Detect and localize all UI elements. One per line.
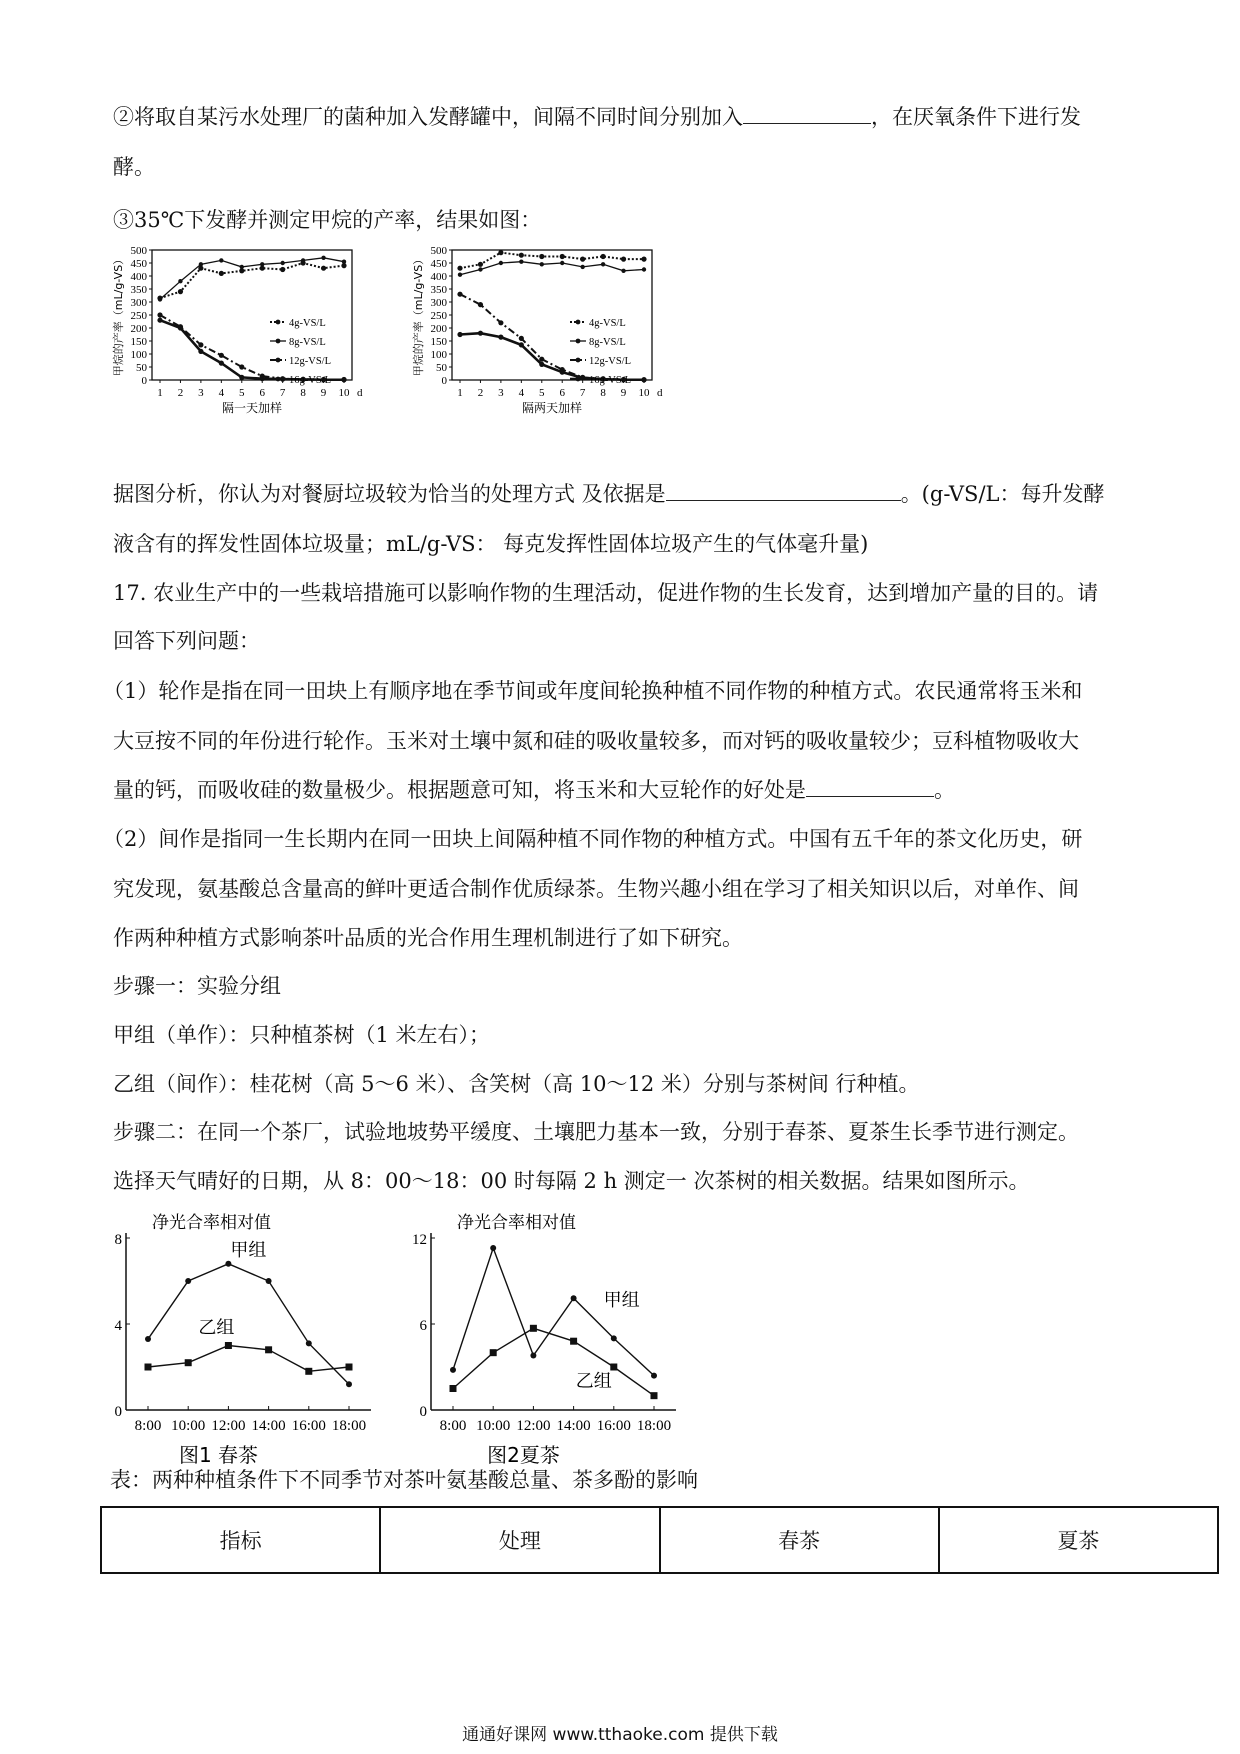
y-tick-label: 50 xyxy=(136,362,147,374)
series-line-甲组 xyxy=(148,1264,349,1384)
x-tick-label: 8:00 xyxy=(439,1418,467,1434)
data-point xyxy=(198,349,203,354)
x-tick-label: 18:00 xyxy=(636,1418,672,1434)
data-point xyxy=(478,331,483,336)
data-point xyxy=(651,1392,658,1399)
text-line: 甲组（单作）：只种植茶树（1 米左右）； xyxy=(113,1023,491,1047)
y-tick-label: 200 xyxy=(430,323,447,335)
data-table xyxy=(100,1506,1219,1574)
answer-blank[interactable] xyxy=(666,480,901,501)
data-point xyxy=(490,1245,496,1251)
legend-label: 16g-VS/L xyxy=(589,375,631,386)
data-point xyxy=(178,289,183,294)
text-line: （2）间作是指同一生长期内在同一田块上间隔种植不同作物的种植方式。中国有五千年的茶文化历史，研 xyxy=(103,827,1083,851)
data-point xyxy=(266,1278,272,1284)
text-line: 17. 农业生产中的一些栽培措施可以影响作物的生理活动，促进作物的生长发育，达到增加产量的目的。请 xyxy=(113,581,1099,605)
legend-marker xyxy=(576,358,581,363)
x-tick-label: 18:00 xyxy=(331,1418,367,1434)
legend-label: 4g-VS/L xyxy=(589,318,626,329)
x-tick-label: 12:00 xyxy=(211,1418,246,1434)
y-tick-label: 500 xyxy=(130,245,147,257)
y-tick-label: 500 xyxy=(430,245,447,257)
table-header-cell: 指标 xyxy=(101,1507,380,1573)
data-point xyxy=(306,1340,312,1346)
data-point xyxy=(450,1367,456,1373)
answer-blank[interactable] xyxy=(743,103,871,124)
data-point xyxy=(280,267,285,272)
x-tick-label: 5 xyxy=(539,387,545,399)
y-axis-label: 净光合率相对值 xyxy=(152,1213,271,1233)
answer-blank[interactable] xyxy=(806,776,934,797)
x-tick-label: 2 xyxy=(177,387,184,399)
data-point xyxy=(457,266,462,271)
data-point xyxy=(185,1278,191,1284)
data-point xyxy=(499,261,503,265)
data-point xyxy=(280,261,284,265)
data-point xyxy=(341,377,346,382)
data-point xyxy=(539,362,544,367)
legend-label: 12g-VS/L xyxy=(589,356,631,367)
series-line-甲组 xyxy=(453,1248,654,1376)
data-point xyxy=(601,254,606,259)
text-line: 酵。 xyxy=(113,155,155,179)
data-point xyxy=(490,1349,497,1356)
x-tick-label: 12:00 xyxy=(516,1418,551,1434)
text-line: 大豆按不同的年份进行轮作。玉米对土壤中氮和硅的吸收量较多，而对钙的吸收量较少；豆科植物吸收大 xyxy=(113,729,1079,753)
data-point xyxy=(178,279,182,283)
summer-tea-chart xyxy=(412,1208,725,1470)
series-line-8g-VS/L xyxy=(160,258,344,300)
series-line-4g-VS/L xyxy=(160,263,344,298)
methane-chart-1 xyxy=(110,244,410,464)
data-point xyxy=(346,1364,353,1371)
x-tick-label: 1 xyxy=(157,387,163,399)
y-axis-label: 甲烷的产率（mL/g-VS） xyxy=(112,253,125,377)
x-axis-label: 隔一天加样 xyxy=(221,401,283,415)
x-tick-label: 16:00 xyxy=(291,1418,326,1434)
data-point xyxy=(571,1295,577,1301)
data-point xyxy=(641,377,646,382)
y-tick-label: 50 xyxy=(436,362,447,374)
text-line: 作两种种植方式影响茶叶品质的光合作用生理机制进行了如下研究。 xyxy=(113,926,743,950)
y-tick-label: 0 xyxy=(441,375,447,387)
data-point xyxy=(178,325,183,330)
x-tick-label: 14:00 xyxy=(556,1418,591,1434)
data-point xyxy=(457,332,462,337)
data-point xyxy=(610,1364,617,1371)
legend-marker xyxy=(576,320,581,325)
data-point xyxy=(478,262,483,267)
data-point xyxy=(478,267,482,271)
methane-chart-2 xyxy=(410,244,710,464)
data-point xyxy=(321,266,326,271)
data-point xyxy=(478,302,483,307)
table-caption: 表：两种种植条件下不同季节对茶叶氨基酸总量、茶多酚的影响 xyxy=(110,1468,698,1492)
series-label: 乙组 xyxy=(575,1371,612,1392)
text-line: 乙组（间作）：桂花树（高 5～6 米）、含笑树（高 10～12 米）分别与茶树间 行种植。 xyxy=(113,1072,920,1096)
series-label: 甲组 xyxy=(603,1290,640,1312)
data-point xyxy=(580,265,584,269)
data-point xyxy=(219,361,224,366)
y-tick-label: 450 xyxy=(130,258,147,270)
x-tick-label: 10:00 xyxy=(476,1418,511,1434)
data-point xyxy=(225,1342,232,1349)
legend-marker xyxy=(276,358,281,363)
data-point xyxy=(498,335,503,340)
chart-title: 图2夏茶 xyxy=(487,1443,560,1467)
x-tick-label: 9 xyxy=(320,387,327,399)
series-line-乙组 xyxy=(148,1346,349,1372)
x-tick-label: 10:00 xyxy=(171,1418,206,1434)
text-line: 步骤二：在同一个茶厂，试验地坡势平缓度、土壤肥力基本一致，分别于春茶、夏茶生长季节进行测定。 xyxy=(113,1120,1079,1144)
data-point xyxy=(519,260,523,264)
text-line: 步骤一：实验分组 xyxy=(113,974,281,998)
x-tick-label: 7 xyxy=(579,387,586,399)
y-tick-label: 6 xyxy=(419,1318,427,1334)
x-unit-label: d xyxy=(657,387,663,399)
y-tick-label: 450 xyxy=(430,258,447,270)
data-point xyxy=(621,269,625,273)
x-tick-label: 5 xyxy=(239,387,245,399)
y-tick-label: 300 xyxy=(430,297,447,309)
data-point xyxy=(621,257,626,262)
data-point xyxy=(219,353,224,358)
data-point xyxy=(305,1368,312,1375)
x-tick-label: 8 xyxy=(300,387,306,399)
x-tick-label: 10 xyxy=(638,387,650,399)
y-tick-label: 300 xyxy=(130,297,147,309)
data-point xyxy=(641,257,646,262)
table-header-cell: 处理 xyxy=(380,1507,659,1573)
data-point xyxy=(342,260,346,264)
data-point xyxy=(301,258,305,262)
x-tick-label: 14:00 xyxy=(251,1418,286,1434)
table-header-cell: 夏茶 xyxy=(939,1507,1218,1573)
text-line: ②将取自某污水处理厂的菌种加入发酵罐中，间隔不同时间分别加入 ，在厌氧条件下进行发 xyxy=(113,105,1081,129)
legend-label: 8g-VS/L xyxy=(289,337,326,348)
y-tick-label: 0 xyxy=(141,375,147,387)
data-point xyxy=(239,364,244,369)
legend-marker xyxy=(576,377,581,382)
data-point xyxy=(540,262,544,266)
text-line: 据图分析，你认为对餐厨垃圾较为恰当的处理方式 及依据是 。(g-VS/L：每升发酵 xyxy=(113,482,1105,506)
data-point xyxy=(219,258,223,262)
data-point xyxy=(560,254,565,259)
data-point xyxy=(450,1385,457,1392)
y-tick-label: 400 xyxy=(130,271,147,283)
data-point xyxy=(219,271,224,276)
y-tick-label: 4 xyxy=(114,1318,122,1334)
data-point xyxy=(611,1335,617,1341)
x-tick-label: 16:00 xyxy=(596,1418,631,1434)
data-point xyxy=(560,261,564,265)
text-line: ③35℃下发酵并测定甲烷的产率，结果如图： xyxy=(113,208,542,232)
y-tick-label: 400 xyxy=(430,271,447,283)
legend-label: 8g-VS/L xyxy=(589,337,626,348)
legend-marker xyxy=(576,339,581,344)
data-point xyxy=(239,375,244,380)
data-point xyxy=(642,267,646,271)
data-point xyxy=(157,318,162,323)
y-tick-label: 12 xyxy=(412,1232,427,1248)
y-tick-label: 100 xyxy=(130,349,147,361)
data-point xyxy=(498,250,503,255)
y-tick-label: 0 xyxy=(419,1404,427,1420)
data-point xyxy=(601,262,605,266)
series-label: 乙组 xyxy=(198,1317,235,1339)
data-point xyxy=(145,1364,152,1371)
legend-label: 12g-VS/L xyxy=(289,356,331,367)
data-point xyxy=(580,257,585,262)
y-axis-label: 净光合率相对值 xyxy=(457,1213,576,1233)
x-tick-label: 6 xyxy=(559,387,565,399)
data-point xyxy=(560,370,565,375)
data-point xyxy=(498,320,503,325)
y-tick-label: 250 xyxy=(130,310,147,322)
x-tick-label: 3 xyxy=(198,387,204,399)
series-line-8g-VS/L xyxy=(460,262,644,275)
data-point xyxy=(240,265,244,269)
x-tick-label: 2 xyxy=(477,387,484,399)
x-unit-label: d xyxy=(357,387,363,399)
series-line-乙组 xyxy=(453,1328,654,1395)
y-tick-label: 150 xyxy=(130,336,147,348)
legend-marker xyxy=(276,339,281,344)
x-tick-label: 4 xyxy=(518,387,525,399)
text-line: 量的钙，而吸收硅的数量极少。根据题意可知，将玉米和大豆轮作的好处是 。 xyxy=(113,778,955,802)
data-point xyxy=(457,292,462,297)
spring-tea-chart xyxy=(110,1208,420,1470)
data-point xyxy=(198,342,203,347)
chart-title: 图1 春茶 xyxy=(178,1443,259,1467)
x-tick-label: 6 xyxy=(259,387,265,399)
y-tick-label: 8 xyxy=(114,1232,122,1248)
data-point xyxy=(530,1353,536,1359)
y-tick-label: 0 xyxy=(114,1404,122,1420)
data-point xyxy=(651,1373,657,1379)
data-point xyxy=(260,376,265,381)
legend-marker xyxy=(276,320,281,325)
data-point xyxy=(157,312,162,317)
series-line-4g-VS/L xyxy=(460,253,644,269)
data-point xyxy=(265,1346,272,1353)
x-axis-label: 隔两天加样 xyxy=(521,401,583,415)
x-tick-label: 10 xyxy=(338,387,350,399)
text-line: 回答下列问题： xyxy=(113,629,260,653)
data-point xyxy=(145,1336,151,1342)
series-label: 甲组 xyxy=(230,1239,267,1261)
data-point xyxy=(519,253,524,258)
data-point xyxy=(530,1325,537,1332)
text-line: 液含有的挥发性固体垃圾量；mL/g-VS： 每克发挥性固体垃圾产生的气体毫升量) xyxy=(113,532,869,556)
text-line: （1）轮作是指在同一田块上有顺序地在季节间或年度间轮换种植不同作物的种植方式。农民通常将玉米和 xyxy=(103,679,1083,703)
data-point xyxy=(458,273,462,277)
x-tick-label: 9 xyxy=(620,387,627,399)
y-tick-label: 350 xyxy=(430,284,447,296)
data-point xyxy=(185,1359,192,1366)
x-tick-label: 7 xyxy=(279,387,286,399)
data-point xyxy=(570,1338,577,1345)
y-tick-label: 150 xyxy=(430,336,447,348)
data-point xyxy=(519,336,524,341)
y-tick-label: 100 xyxy=(430,349,447,361)
text-line: 选择天气晴好的日期，从 8：00～18：00 时每隔 2 h 测定一 次茶树的相关数据。结果如图所示。 xyxy=(113,1169,1030,1193)
y-tick-label: 250 xyxy=(430,310,447,322)
data-point xyxy=(346,1381,352,1387)
data-point xyxy=(225,1261,231,1267)
legend-label: 16g-VS/L xyxy=(289,375,331,386)
text-line: 究发现，氨基酸总含量高的鲜叶更适合制作优质绿茶。生物兴趣小组在学习了相关知识以后，对单作、间 xyxy=(113,877,1079,901)
legend-label: 4g-VS/L xyxy=(289,318,326,329)
y-axis-label: 甲烷的产率（mL/g-VS） xyxy=(412,253,425,377)
data-point xyxy=(321,256,325,260)
x-tick-label: 3 xyxy=(498,387,504,399)
table-header-cell: 春茶 xyxy=(660,1507,939,1573)
data-point xyxy=(260,262,264,266)
data-point xyxy=(158,297,162,301)
data-point xyxy=(539,254,544,259)
x-tick-label: 4 xyxy=(218,387,225,399)
footer-text: 通通好课网 www.tthaoke.com 提供下载 xyxy=(462,1725,778,1745)
x-tick-label: 8 xyxy=(600,387,606,399)
data-point xyxy=(199,262,203,266)
legend-marker xyxy=(276,377,281,382)
y-tick-label: 350 xyxy=(130,284,147,296)
data-point xyxy=(519,342,524,347)
y-tick-label: 200 xyxy=(130,323,147,335)
x-tick-label: 1 xyxy=(457,387,463,399)
x-tick-label: 8:00 xyxy=(134,1418,162,1434)
